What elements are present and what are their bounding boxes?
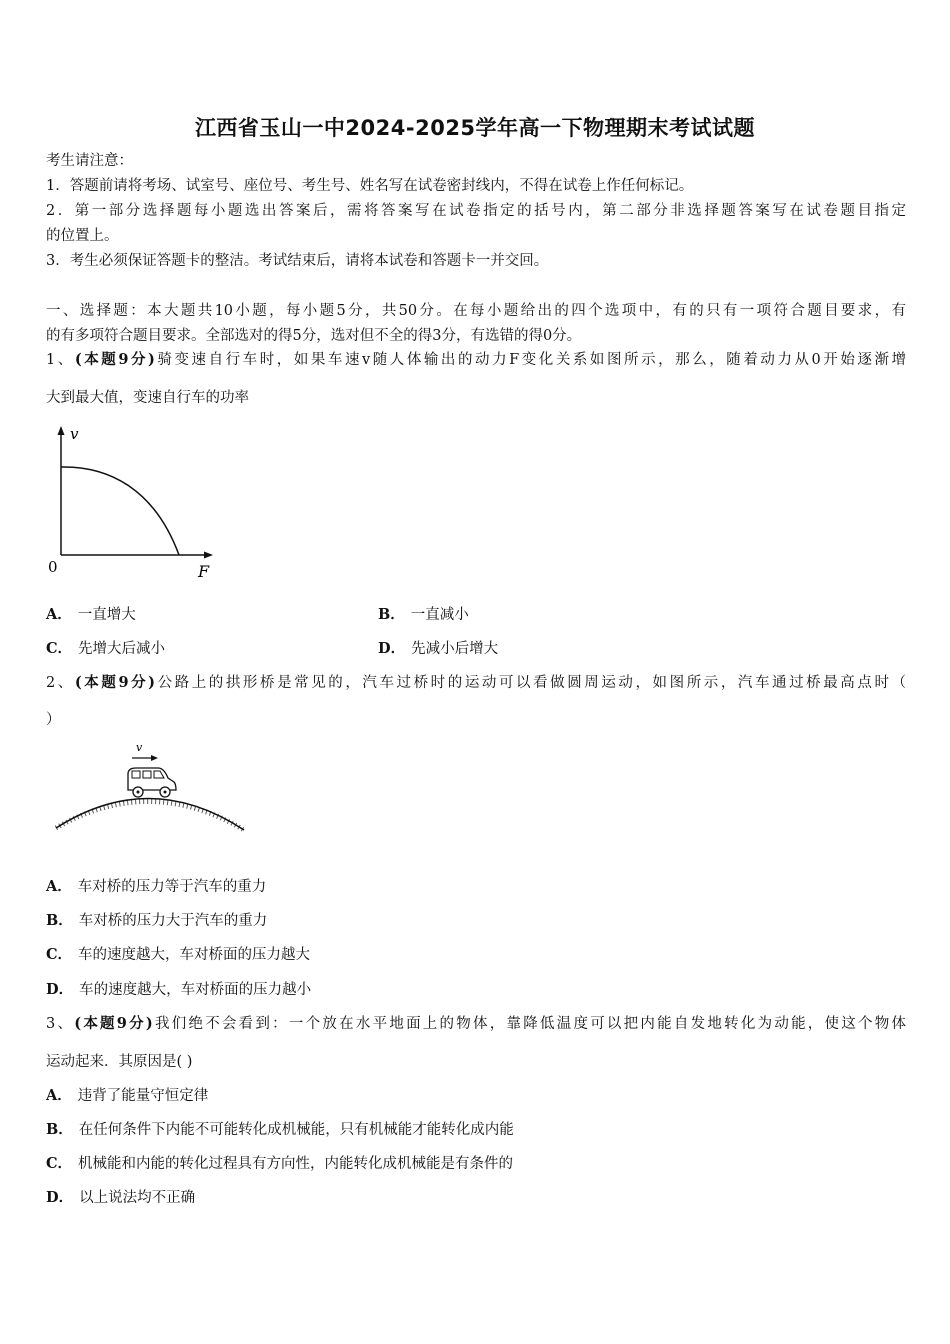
q3-option-c[interactable]: C． 机械能和内能的转化过程具有方向性，内能转化成机械能是有条件的 [46,1155,514,1172]
q3-option-d[interactable]: D． 以上说法均不正确 [46,1189,196,1206]
bridge-arc [56,798,244,830]
notice-item-2-cont: 的位置上。 [46,228,119,244]
v-axis-label: v [70,425,79,443]
section-intro-line-1: 一、选择题：本大题共10小题，每小题5分，共50分。在每小题给出的四个选项中，有的只有一项符合题目要求，有 [46,303,906,319]
question-3-score: (本题9分) [74,1015,153,1032]
q1-option-b[interactable]: B． 一直减小 [378,606,469,623]
q2-option-b[interactable]: B． 车对桥的压力大于汽车的重力 [46,912,268,929]
q1-option-a[interactable]: A． 一直增大 [46,606,136,623]
notice-heading: 考生请注意： [46,153,133,169]
car-icon [128,768,176,797]
q1-option-d[interactable]: D． 先减小后增大 [378,640,499,657]
velocity-arrowhead [151,755,158,761]
q2-option-d[interactable]: D． 车的速度越大，车对桥面的压力越小 [46,981,312,998]
v-f-curve [61,467,179,555]
question-3-stem [46,1014,906,1034]
q3-option-b[interactable]: B． 在任何条件下内能不可能转化成机械能，只有机械能才能转化成内能 [46,1121,514,1138]
question-2-stem [46,673,906,693]
q1-option-c[interactable]: C． 先增大后减小 [46,640,166,657]
q3-option-a[interactable]: A． 违背了能量守恒定律 [46,1087,209,1104]
question-2-stem-cont: ） [46,712,61,728]
question-3-text: 我们绝不会看到：一个放在水平地面上的物体，靠降低温度可以把内能自发地转化为动能，使这个物体 [152,1016,907,1032]
notice-item-1: 1．答题前请将考场、试室号、座位号、考生号、姓名写在试卷密封线内，不得在试卷上作任何标记。 [46,178,694,194]
q2-option-c[interactable]: C． 车的速度越大，车对桥面的压力越大 [46,946,311,963]
question-1-vf-graph [40,420,230,585]
question-2-number: 2、 [46,675,75,691]
bridge-hatching [56,801,244,830]
question-2-bridge-figure [50,738,250,838]
notice-item-2: 2．第一部分选择题每小题选出答案后，需将答案写在试卷指定的括号内，第二部分非选择题答案写在试卷题目指定 [46,203,906,219]
q2-option-a[interactable]: A． 车对桥的压力等于汽车的重力 [46,878,267,895]
v-axis-arrow [58,426,65,435]
question-1-number: 1、 [46,352,75,368]
question-1-text: 骑变速自行车时，如果车速v随人体输出的动力F变化关系如图所示，那么，随着动力从0开始逐渐增 [154,352,907,368]
origin-label: 0 [48,558,58,576]
question-2-score: (本题9分) [74,674,156,691]
question-3-stem-cont: 运动起来．其原因是( ) [46,1054,193,1070]
question-1-score: (本题9分) [74,351,155,368]
question-1-stem [46,350,906,370]
f-axis-arrow [204,552,213,559]
notice-item-3: 3．考生必须保证答题卡的整洁。考试结束后，请将本试卷和答题卡一并交回。 [46,253,549,269]
section-intro-line-2: 的有多项符合题目要求。全部选对的得5分，选对但不全的得3分，有选错的得0分。 [46,328,582,344]
question-3-number: 3、 [46,1016,75,1032]
exam-title: 江西省玉山一中2024-2025学年高一下物理期末考试试题 [194,116,756,140]
velocity-label: v [136,741,143,754]
question-1-stem-cont: 大到最大值，变速自行车的功率 [46,390,249,406]
f-axis-label: F [198,562,210,581]
question-2-text: 公路上的拱形桥是常见的，汽车过桥时的运动可以看做圆周运动，如图所示，汽车通过桥最高点时（ [155,675,907,691]
